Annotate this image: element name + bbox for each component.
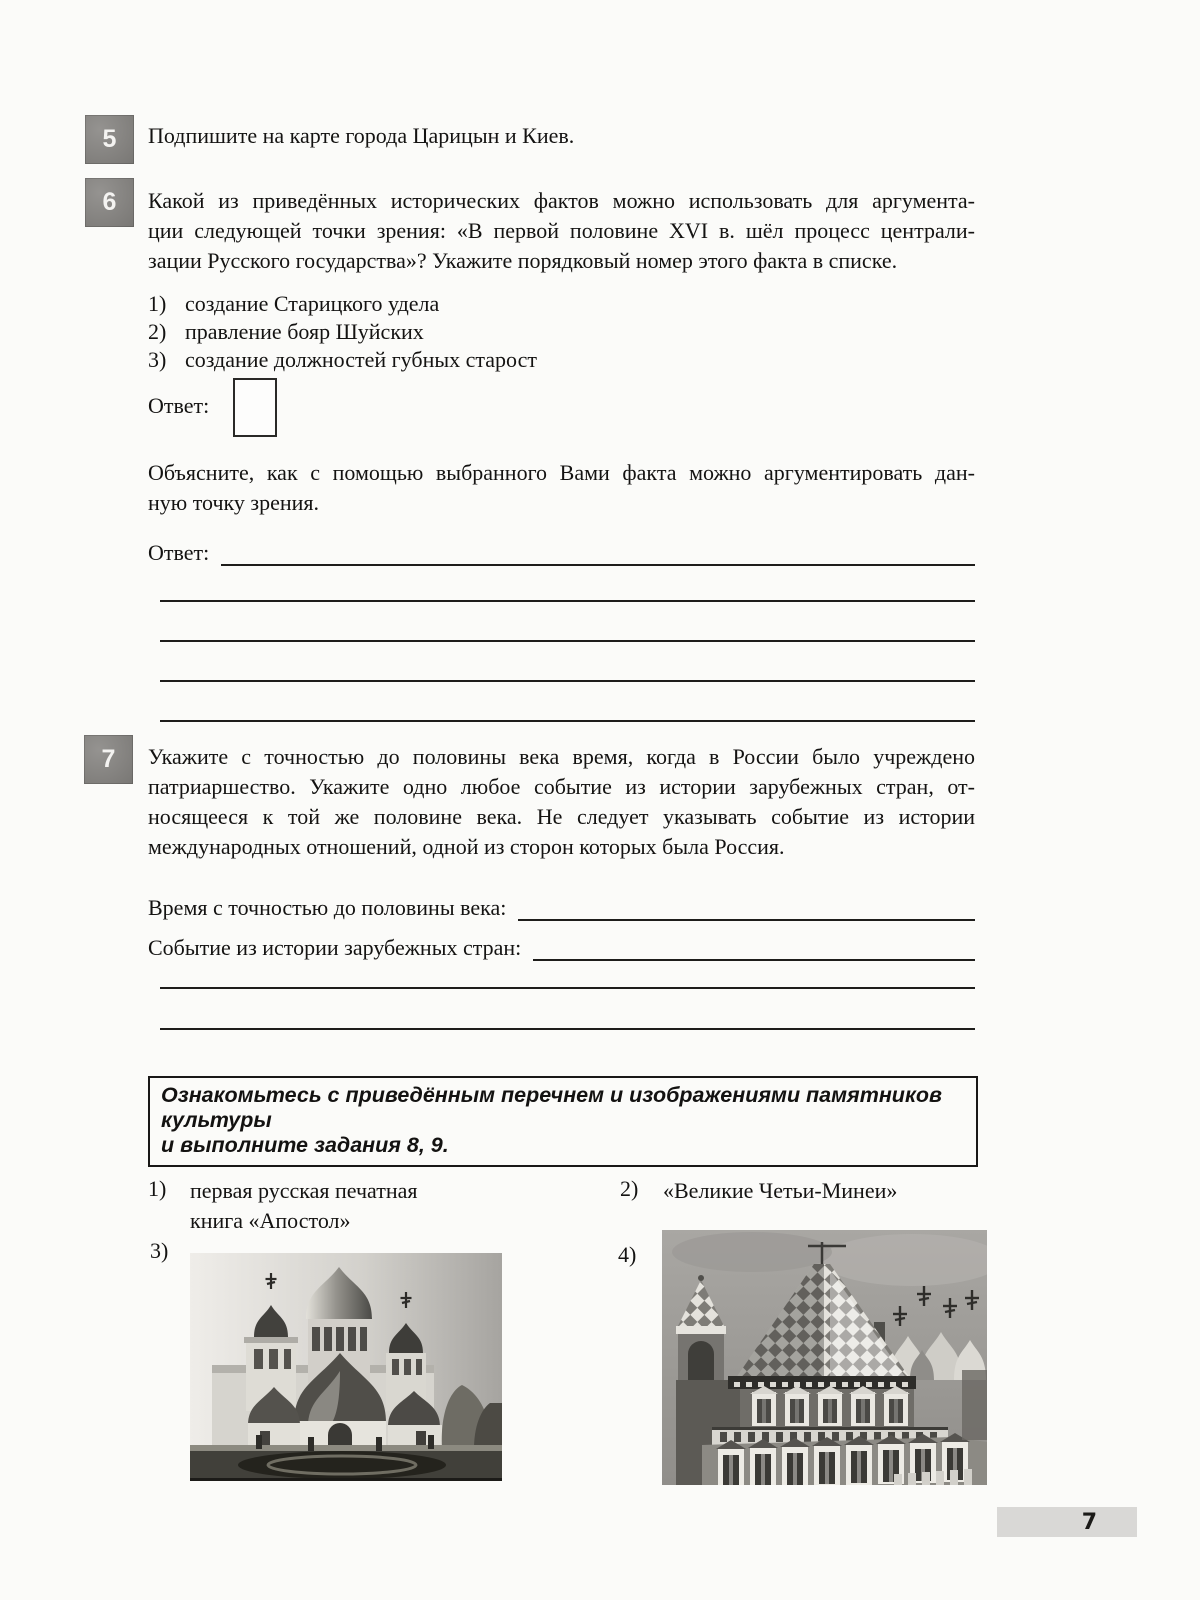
question-7-statement: [148, 742, 975, 862]
page-number: 7: [1081, 1509, 1097, 1535]
answer-line[interactable]: [160, 987, 975, 989]
statement-line: патриаршество. Укажите одно любое событие из истории зарубежных стран, от-: [148, 774, 975, 799]
option-2: [148, 318, 975, 346]
explain-line: ную точку зрения.: [148, 490, 320, 515]
answer-box[interactable]: [233, 378, 277, 437]
option-3-number: 3): [148, 347, 167, 372]
answer-line[interactable]: [221, 540, 975, 566]
option-2-number: 2): [148, 319, 167, 344]
item-1-line: книга «Апостол»: [190, 1208, 351, 1233]
event-answer-row: [148, 933, 975, 961]
statement-line: зации Русского государства»? Укажите порядковый номер этого факта в списке.: [148, 248, 898, 273]
option-1-number: 1): [148, 291, 167, 316]
statement-line: Какой из приведённых исторических фактов можно использовать для аргумента-: [148, 188, 975, 213]
question-6-statement: [148, 186, 975, 276]
statement-line: международных отношений, одной из сторон которых была Россия.: [148, 834, 785, 859]
question-6-explain-task: [148, 458, 975, 518]
question-7-number: 7: [101, 745, 116, 773]
terem-palace-photo: [662, 1230, 987, 1485]
answer-line[interactable]: [518, 895, 975, 921]
question-5-number: 5: [102, 125, 117, 153]
item-3-number: 3): [150, 1238, 169, 1263]
answer-line[interactable]: [533, 935, 975, 961]
question-6-options: [148, 290, 975, 374]
option-1-text: создание Старицкого удела: [185, 291, 440, 316]
instruction-line: и выполните задания 8, 9.: [161, 1133, 449, 1157]
item-1-line: первая русская печатная: [190, 1178, 418, 1203]
statement-line: Укажите с точностью до половины века время, когда в России было учреждено: [148, 744, 975, 769]
time-answer-row: [148, 893, 975, 921]
question-6-number-box: [85, 178, 134, 227]
answer-line[interactable]: [160, 640, 975, 642]
statement-line: ции следующей точки зрения: «В первой половине XVI в. шёл процесс централи-: [148, 218, 975, 243]
answer-line[interactable]: [160, 720, 975, 722]
answer-line[interactable]: [160, 1028, 975, 1030]
question-5-line: Подпишите на карте города Царицын и Киев.: [148, 123, 575, 148]
item-1-text: [190, 1176, 418, 1236]
time-label: Время с точностью до половины века:: [148, 895, 507, 920]
statement-line: носящееся к той же половине века. Не следует указывать событие из истории: [148, 804, 975, 829]
option-1: [148, 290, 975, 318]
explain-line: Объясните, как с помощью выбранного Вами факта можно аргументировать дан-: [148, 460, 975, 485]
item-2-number: 2): [620, 1176, 639, 1201]
item-4-number: 4): [618, 1242, 637, 1267]
answer-line[interactable]: [160, 680, 975, 682]
item-1-number: 1): [148, 1176, 167, 1201]
monastery-cathedral-photo: [190, 1253, 502, 1481]
question-5-number-box: [85, 115, 134, 164]
page-number-bar: [997, 1507, 1137, 1537]
question-7-number-box: [84, 735, 133, 784]
instruction-banner: [148, 1076, 978, 1167]
answer-write-row: [148, 538, 975, 566]
option-2-text: правление бояр Шуйских: [185, 319, 424, 344]
answer-label: Ответ:: [148, 540, 210, 565]
item-2-text: «Великие Четьи-Минеи»: [663, 1178, 898, 1203]
answer-line[interactable]: [160, 600, 975, 602]
event-label: Событие из истории зарубежных стран:: [148, 935, 522, 960]
option-3: [148, 346, 975, 374]
question-5-text: [148, 121, 975, 151]
question-6-number: 6: [102, 188, 117, 216]
instruction-line: Ознакомьтесь с приведённым перечнем и изображениями памятников культуры: [161, 1083, 942, 1132]
answer-label: Ответ:: [148, 393, 210, 418]
option-3-text: создание должностей губных старост: [185, 347, 537, 372]
